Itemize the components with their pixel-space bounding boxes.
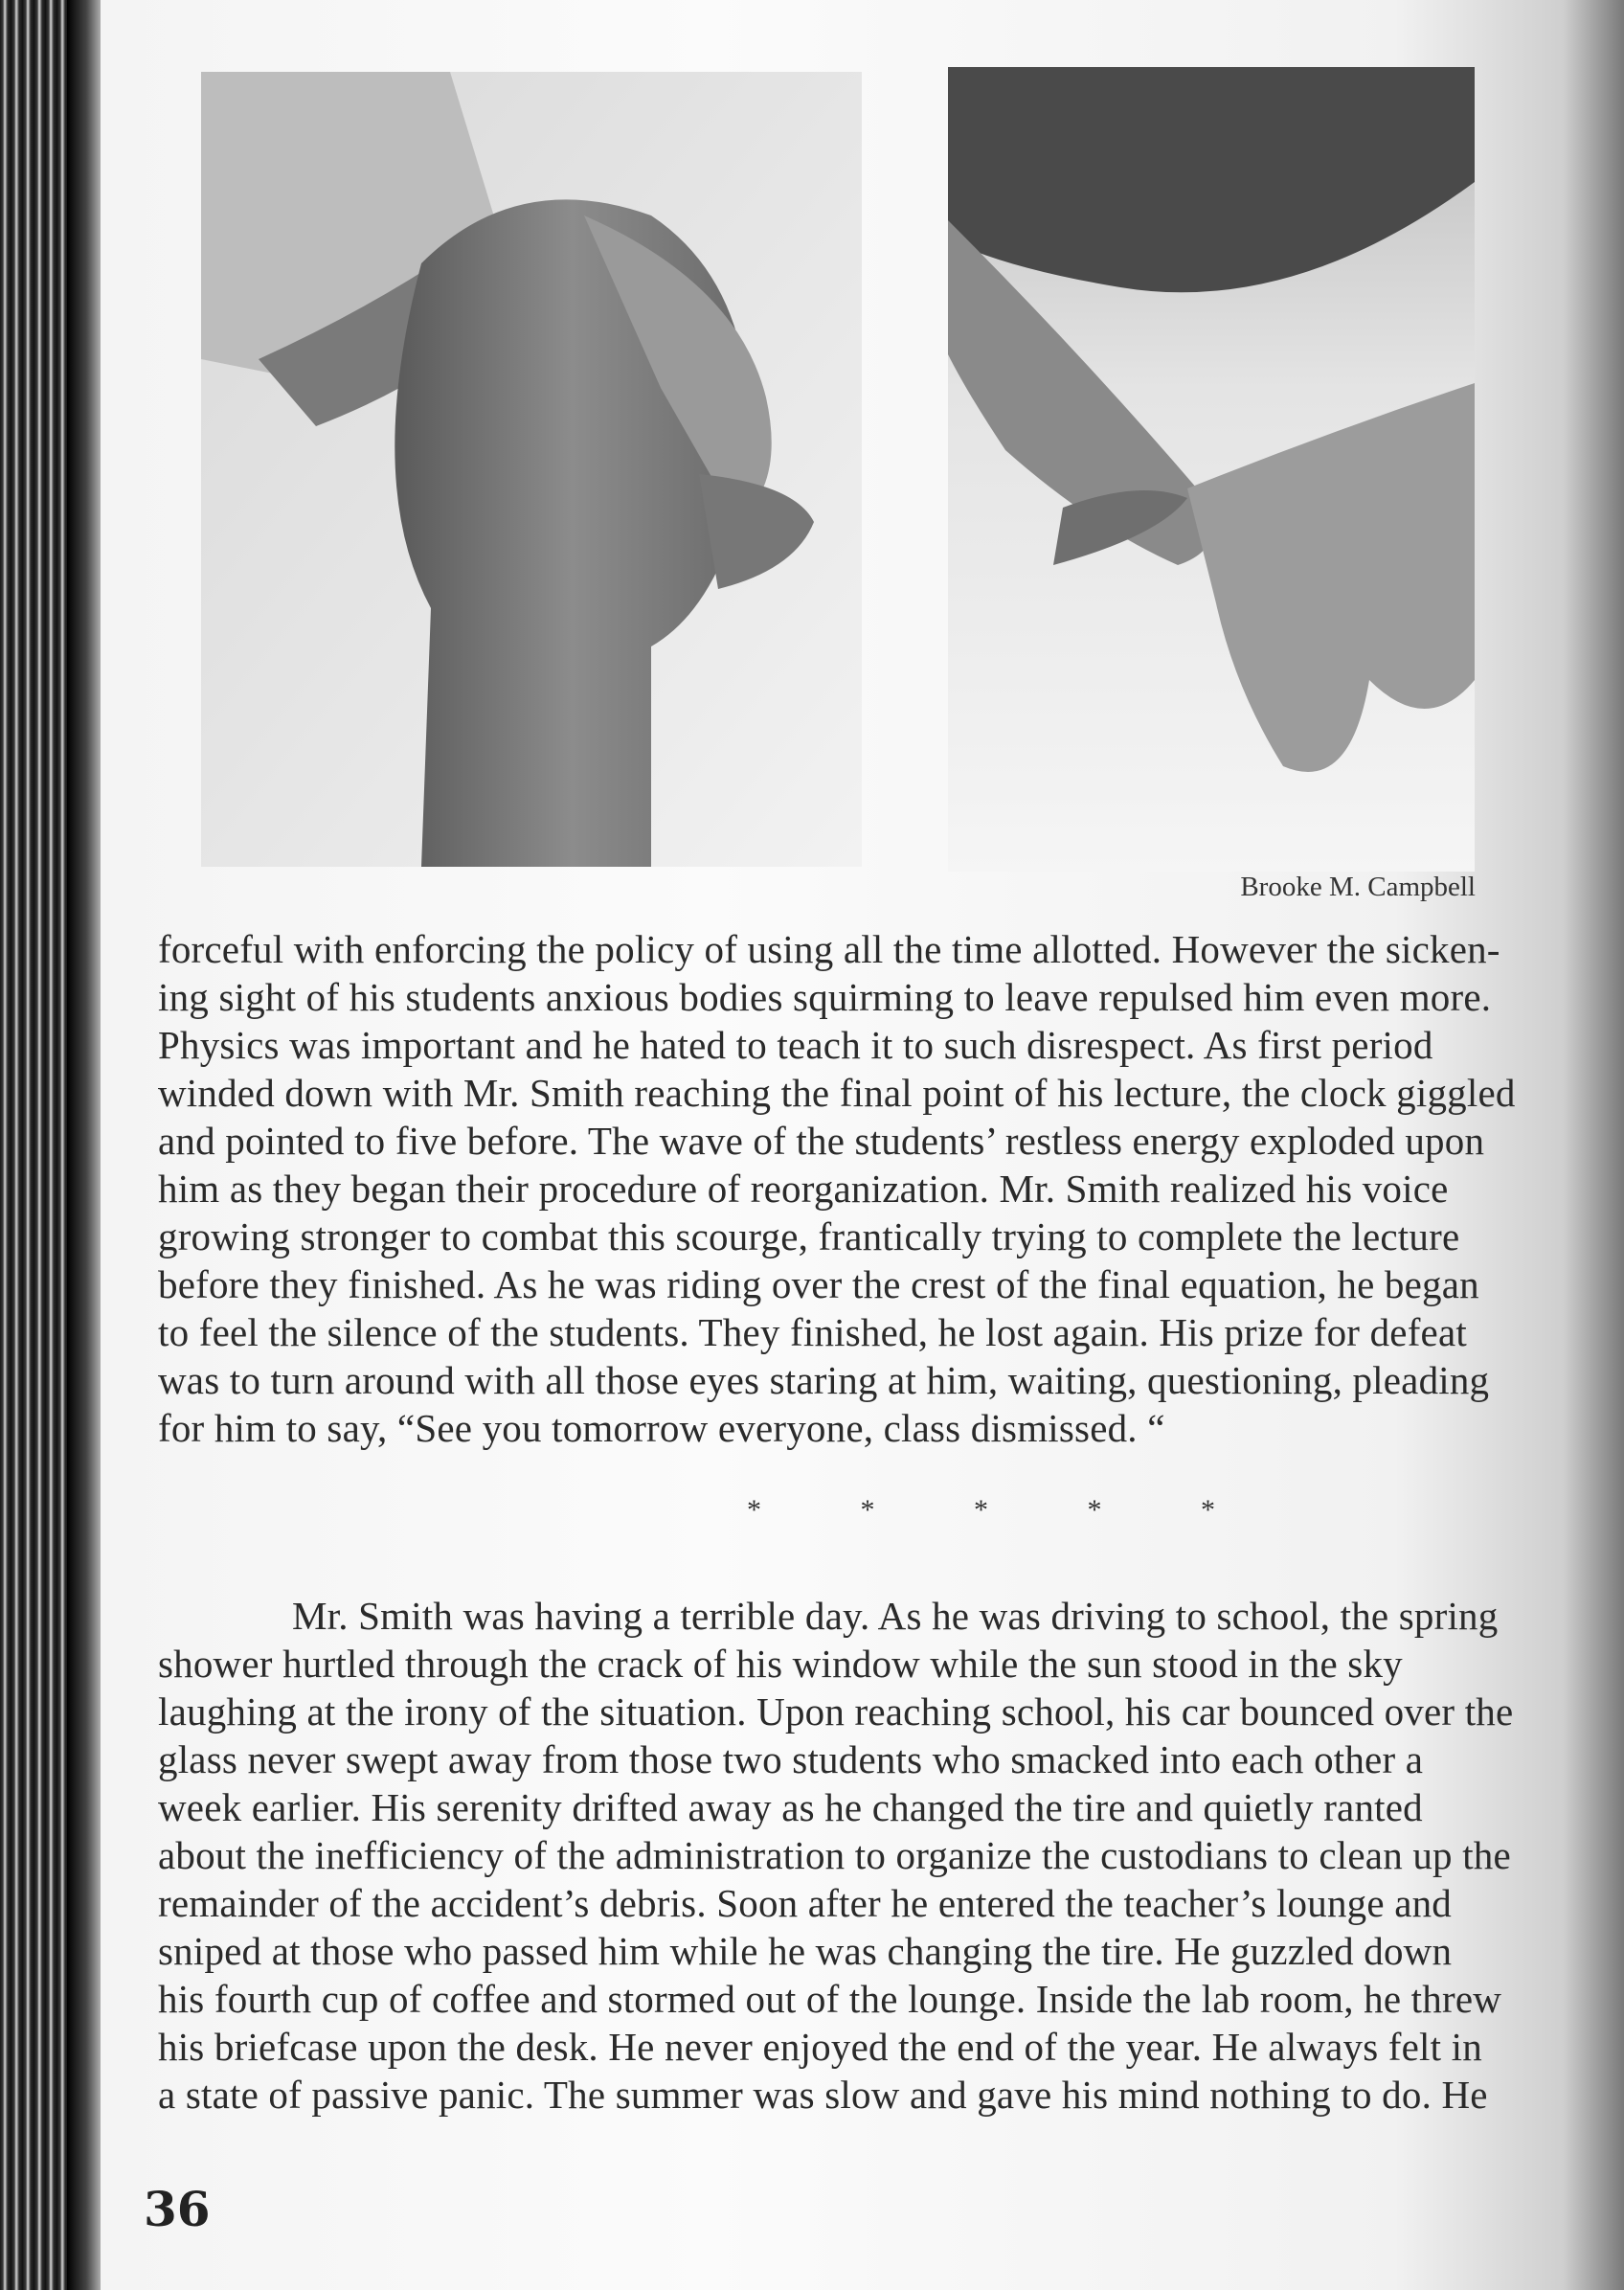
photo-credit: Brooke M. Campbell bbox=[1240, 872, 1476, 902]
text-line: winded down with Mr. Smith reaching the final point of his lecture, the clock giggled bbox=[158, 1071, 1516, 1115]
page-number: 36 bbox=[144, 2181, 211, 2237]
finger-holding-photo bbox=[948, 67, 1475, 872]
text-line: sniped at those who passed him while he was changing the tire. He guzzled down bbox=[158, 1929, 1453, 1973]
book-page bbox=[101, 0, 1624, 2290]
text-line: before they finished. As he was riding over the crest of the final equation, he began bbox=[158, 1262, 1479, 1306]
text-line: Physics was important and he hated to teach it to such disrespect. As first period bbox=[158, 1023, 1433, 1067]
paragraph-new-section bbox=[158, 1592, 1604, 2119]
text-line: his briefcase upon the desk. He never enjoyed the end of the year. He always felt in bbox=[158, 2025, 1482, 2069]
text-line: to feel the silence of the students. They finished, he lost again. His prize for defeat bbox=[158, 1310, 1467, 1354]
text-line: shower hurtled through the crack of his window while the sun stood in the sky bbox=[158, 1642, 1403, 1686]
text-line: glass never swept away from those two students who smacked into each other a bbox=[158, 1737, 1424, 1781]
text-line: a state of passive panic. The summer was slow and gave his mind nothing to do. He bbox=[158, 2073, 1488, 2117]
book-spine-shadow bbox=[67, 0, 105, 2290]
text-line: his fourth cup of coffee and stormed out of the lounge. Inside the lab room, he threw bbox=[158, 1977, 1502, 2021]
clasped-hands-photo bbox=[201, 72, 862, 867]
text-line: Mr. Smith was having a terrible day. As he was driving to school, the spring bbox=[292, 1594, 1499, 1638]
text-line: growing stronger to combat this scourge, frantically trying to complete the lecture bbox=[158, 1214, 1460, 1258]
text-line: ing sight of his students anxious bodies squirming to leave repulsed him even more. bbox=[158, 975, 1492, 1019]
text-line: and pointed to five before. The wave of the students’ restless energy exploded upon bbox=[158, 1119, 1485, 1163]
paragraph-continued bbox=[158, 925, 1604, 1452]
text-line: forceful with enforcing the policy of using all the time allotted. However the sicken- bbox=[158, 927, 1500, 971]
text-line: about the inefficiency of the administration to organize the custodians to clean up the bbox=[158, 1833, 1511, 1877]
text-line: him as they began their procedure of reorganization. Mr. Smith realized his voice bbox=[158, 1167, 1449, 1211]
text-line: week earlier. His serenity drifted away as he changed the tire and quietly ranted bbox=[158, 1785, 1423, 1829]
text-line: laughing at the irony of the situation. Upon reaching school, his car bounced over the bbox=[158, 1689, 1514, 1734]
section-separator: * * * * * bbox=[747, 1494, 1261, 1526]
text-line: was to turn around with all those eyes staring at him, waiting, questioning, pleading bbox=[158, 1358, 1490, 1402]
text-line: for him to say, “See you tomorrow everyone, class dismissed. “ bbox=[158, 1406, 1165, 1450]
text-line: remainder of the accident’s debris. Soon after he entered the teacher’s lounge and bbox=[158, 1881, 1453, 1925]
